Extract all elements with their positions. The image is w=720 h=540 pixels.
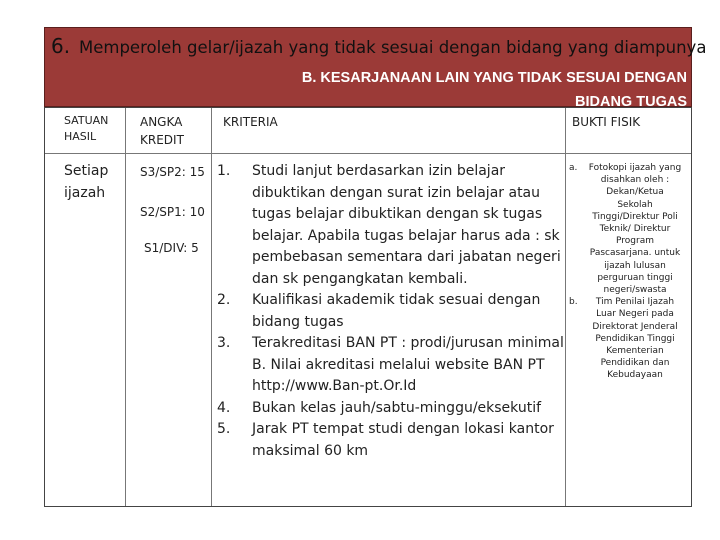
list-item [217,419,577,462]
bukti-b-line: Direktorat Jenderal [592,321,678,332]
list-number: 1. [217,163,231,179]
table-divider [211,108,212,506]
header-angka-line2: KREDIT [140,133,184,147]
bukti-a-label: a. [569,163,578,173]
criteria-table [44,107,692,507]
bukti-a-line: Pascasarjana. untuk [589,248,681,259]
kriteria-list [217,161,577,462]
angka-s3: S3/SP2: 15 [140,165,205,179]
bukti-a-line: Program [616,236,654,247]
header-bukti-fisik: BUKTI FISIK [572,115,641,129]
bukti-a-line: ijazah lulusan [604,260,666,271]
header-satuan-hasil [64,113,108,145]
header-subtitle-line2: BIDANG TUGAS [575,94,687,110]
list-text: Kualifikasi akademik tidak sesuai dengan bidang tugas [252,292,541,330]
list-item [217,290,577,333]
list-number: 2. [217,292,231,308]
bukti-item-a [569,162,687,296]
list-text: Studi lanjut berdasarkan izin belajar dibuktikan dengan surat izin belajar atau tugas belajar dibuktikan dengan sk tugas belajar. Apabila tugas belajar harus ada : sk pembebasan sementara dari jabatan negeri dan sk pengangkatan kembali. [252,163,561,287]
header-kriteria: KRITERIA [223,115,278,129]
list-text: Jarak PT tempat studi dengan lokasi kantor maksimal 60 km [252,421,554,459]
bukti-item-b [569,296,687,381]
satuan-line2: ijazah [64,184,106,201]
header-subtitle-line1: B. KESARJANAAN LAIN YANG TIDAK SESUAI DENGAN [301,70,687,86]
bukti-b-line: Pendidikan dan [600,358,670,369]
list-number: 3. [217,335,231,351]
list-number: 5. [217,421,231,437]
angka-s1: S1/DIV: 5 [144,241,199,255]
bukti-fisik-list [569,162,687,382]
header-number: 6. [51,34,71,58]
table-divider [125,108,126,506]
satuan-line1: Setiap [64,163,109,179]
satuan-value [64,161,108,204]
bukti-a-line: Dekan/Ketua [606,187,664,198]
list-item [217,333,577,398]
header-title: Memperoleh gelar/ijazah yang tidak sesuai dengan bidang yang diampunya [79,38,707,57]
bukti-b-label: b. [569,297,578,308]
bukti-a-line: negeri/swasta [603,285,667,296]
bukti-b-line: Pendidikan Tinggi [595,333,675,344]
header-angka-kredit [140,113,184,149]
bukti-a-line: Fotokopi ijazah yang [588,163,682,173]
bukti-b-line: Luar Negeri pada [596,309,674,320]
header-satuan-line2: HASIL [64,130,97,143]
bukti-b-line: Kementerian [606,346,664,357]
slide-header [44,27,707,110]
bukti-a-line: Tinggi/Direktur Poli [592,211,678,222]
bukti-b-line: Tim Penilai Ijazah [595,297,675,308]
list-text: Bukan kelas jauh/sabtu-minggu/eksekutif [252,399,542,416]
table-divider [45,153,691,154]
bukti-a-line: perguruan tinggi [597,272,673,283]
bukti-b-line: Kebudayaan [607,370,663,381]
list-text: Terakreditasi BAN PT : prodi/jurusan minimal B. Nilai akreditasi melalui website BAN PT http://www.Ban-pt.Or.Id [252,335,564,394]
header-satuan-line1: SATUAN [64,114,109,127]
list-number: 4. [217,399,231,416]
bukti-a-line: Teknik/ Direktur [599,224,671,235]
bukti-a-line: Sekolah [617,199,653,210]
header-angka-line1: ANGKA [140,115,183,129]
list-item [217,398,577,420]
bukti-a-line: disahkan oleh : [600,175,670,186]
list-item [217,161,577,290]
angka-s2: S2/SP1: 10 [140,205,205,219]
